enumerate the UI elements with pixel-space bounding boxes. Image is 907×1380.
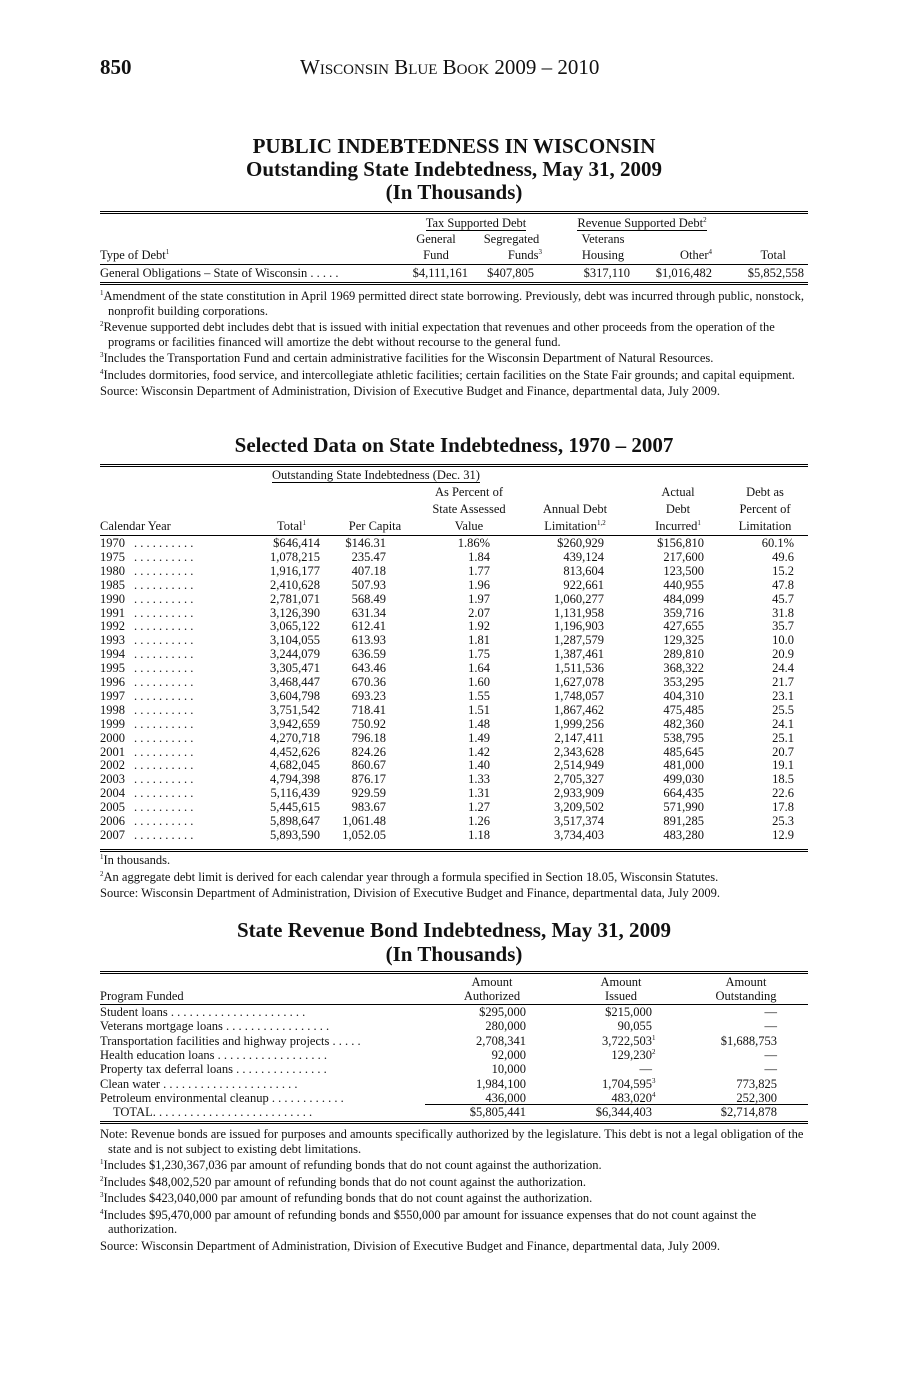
section1-bottom-rule: [100, 282, 808, 285]
section3-units: (In Thousands): [385, 942, 523, 966]
cell-actual: 482,360: [663, 716, 704, 731]
cell-year: 2006: [100, 814, 125, 828]
cell-limit: 922,661: [563, 577, 604, 592]
cell-pct: 1.51: [468, 702, 490, 717]
cell-year: 2002: [100, 758, 125, 773]
cell-debtpct: 25.1: [772, 730, 794, 745]
amount-issued: 90,055: [617, 1019, 652, 1034]
cell-actual: 483,280: [663, 827, 704, 842]
cell-actual: 484,099: [663, 591, 704, 606]
h-other: Other$^4$: [680, 248, 712, 262]
cell-debtpct: 19.1: [772, 758, 794, 773]
cell-percap: $146.31: [345, 536, 386, 550]
amount-authorized: 1,984,100: [476, 1076, 526, 1091]
amount-authorized: 2,708,341: [476, 1033, 526, 1048]
program-label: Transportation facilities and highway projects . . . . .: [100, 1033, 361, 1048]
cell-year: 2007: [100, 827, 125, 842]
source-line: Source: Wisconsin Department of Administration, Division of Executive Budget and Finance, departmental data, July 2009.: [100, 1238, 720, 1253]
cell-limit: 2,514,949: [554, 758, 604, 773]
program-label: Veterans mortgage loans . . . . . . . . . . . . . . . . .: [100, 1019, 330, 1034]
cell-debtpct: 49.6: [772, 549, 794, 564]
amount-authorized: 92,000: [491, 1047, 526, 1062]
cell-debtpct: 24.1: [772, 716, 794, 731]
amount-issued: —: [639, 1062, 652, 1077]
cell-actual: 404,310: [663, 688, 704, 703]
cell-total: 4,682,045: [270, 758, 320, 773]
cell-limit: 1,060,277: [554, 591, 604, 606]
cell-year: 1993: [100, 633, 125, 648]
cell-debtpct: 31.8: [772, 605, 794, 620]
cell-pct: 1.55: [468, 688, 490, 703]
amount-issued: 3,722,503$^1$: [602, 1033, 656, 1048]
row-general-fund: $4,111,161: [412, 266, 468, 280]
cell-limit: 1,511,536: [554, 661, 604, 676]
cell-total: 5,116,439: [270, 786, 320, 801]
cell-actual: 664,435: [663, 786, 704, 801]
cell-actual: 571,990: [663, 800, 704, 815]
h-seg-2: Funds$^3$: [507, 248, 542, 262]
cell-debtpct: 12.9: [772, 827, 794, 842]
group-revenue-supported: Revenue Supported Debt$^2$: [577, 216, 707, 230]
cell-debtpct: 17.8: [772, 800, 794, 815]
cell-pct: 1.33: [468, 772, 490, 787]
cell-total: 3,126,390: [270, 605, 320, 620]
amount-issued: 129,230$^2$: [611, 1047, 656, 1062]
h-out-2: Outstanding: [715, 989, 777, 1003]
cell-percap: 612.41: [351, 619, 386, 634]
cell-actual: 123,500: [663, 563, 704, 578]
h-per-capita: Per Capita: [348, 519, 402, 533]
cell-percap: 750.92: [351, 716, 386, 731]
footnote: $^2$Revenue supported debt includes debt that is issued with initial expectation that revenues and other proceeds from the operation of the programs or facilities financed will amortize the debt without recourse to the general fund.: [100, 320, 775, 349]
amount-issued: 1,704,595$^3$: [602, 1076, 656, 1091]
cell-year: 1975: [100, 549, 125, 564]
h-dp-2: Percent of: [739, 502, 791, 516]
cell-percap: 568.49: [351, 591, 386, 606]
section2-title: Selected Data on State Indebtedness, 1970 – 2007: [234, 433, 674, 457]
total-outstanding: $2,714,878: [720, 1105, 777, 1119]
cell-debtpct: 47.8: [772, 577, 794, 592]
cell-total: 1,078,215: [270, 549, 320, 564]
cell-limit: 2,933,909: [554, 786, 604, 801]
h-vet-1: Veterans: [581, 232, 625, 246]
amount-authorized: 280,000: [485, 1019, 526, 1034]
h-total: Total: [760, 248, 786, 262]
section1-top-rule: [100, 211, 808, 214]
cell-pct: 1.97: [468, 591, 490, 606]
section2-top-rule: [100, 464, 808, 467]
amount-outstanding: $1,688,753: [720, 1033, 777, 1048]
leader-dots: . . . . . . . . . .: [134, 827, 194, 842]
leader-dots: . . . . . . . . . .: [134, 730, 194, 745]
cell-year: 1999: [100, 716, 125, 731]
cell-total: 3,604,798: [270, 688, 320, 703]
total-authorized: $5,805,441: [469, 1105, 526, 1119]
cell-pct: 1.26: [468, 814, 490, 828]
cell-limit: 1,196,903: [554, 619, 604, 634]
leader-dots: . . . . . . . . . .: [134, 563, 194, 578]
footnote: $^4$Includes $95,470,000 par amount of refunding bonds and $550,000 par amount for issuance expenses that do not count against the authorization.: [100, 1207, 757, 1236]
section3-title: State Revenue Bond Indebtedness, May 31, 2009: [236, 918, 672, 942]
h-issued-1: Amount: [600, 975, 642, 989]
cell-limit: 1,748,057: [554, 688, 604, 703]
h-total-outstanding: Total$^1$: [276, 519, 306, 533]
program-label: Property tax deferral loans . . . . . . . . . . . . . . .: [100, 1062, 327, 1077]
section3-bottom-rule: [100, 1121, 808, 1124]
cell-year: 2001: [100, 744, 125, 759]
footnote: $^4$Includes dormitories, food service, and intercollegiate athletic facilities; certain facilities on the State Fair grounds; and capital equipment.: [100, 367, 795, 382]
program-label: Petroleum environmental cleanup . . . . . . . . . . . .: [100, 1090, 344, 1105]
section1-subtitle: Outstanding State Indebtedness, May 31, 2009: [246, 157, 662, 181]
source-line: Source: Wisconsin Department of Administration, Division of Executive Budget and Finance, departmental data, July 2009.: [100, 384, 720, 398]
cell-pct: 1.18: [468, 827, 490, 842]
running-head: Wisconsin Blue Book 2009 – 2010: [300, 55, 600, 79]
cell-total: 5,893,590: [270, 827, 320, 842]
leader-dots: . . . . . . . . . .: [134, 688, 194, 703]
cell-total: 4,452,626: [270, 744, 320, 759]
cell-limit: 3,517,374: [554, 814, 604, 828]
group-tax-supported: Tax Supported Debt: [425, 216, 527, 230]
cell-total: 5,898,647: [270, 814, 320, 828]
section2-bottom-rule: [100, 849, 808, 852]
section3-notes: [100, 1127, 808, 1255]
cell-actual: 289,810: [663, 647, 704, 662]
cell-percap: 796.18: [351, 730, 386, 745]
cell-limit: $260,929: [557, 536, 604, 550]
cell-percap: 876.17: [351, 772, 386, 787]
cell-percap: 235.47: [351, 549, 386, 564]
section3-top-rule: [100, 971, 808, 974]
cell-year: 2005: [100, 800, 125, 815]
footnote: $^3$Includes $423,040,000 par amount of refunding bonds that do not count against the authorization.: [100, 1191, 593, 1205]
cell-debtpct: 20.9: [772, 647, 794, 662]
cell-year: 2003: [100, 772, 125, 787]
cell-total: 3,942,659: [270, 716, 320, 731]
cell-pct: 1.42: [468, 744, 490, 759]
leader-dots: . . . . . . . . . .: [134, 633, 194, 648]
footnote: $^3$Includes the Transportation Fund and certain administrative facilities for the Wisconsin Department of Natural Resources.: [100, 351, 714, 365]
cell-limit: 1,627,078: [554, 675, 604, 689]
cell-year: 1995: [100, 661, 125, 676]
amount-outstanding: —: [764, 1005, 777, 1019]
amount-outstanding: 773,825: [736, 1076, 777, 1091]
cell-actual: 481,000: [663, 758, 704, 773]
cell-pct: 1.64: [468, 661, 490, 676]
section1-notes: [100, 289, 808, 401]
h-issued-2: Issued: [605, 989, 637, 1003]
leader-dots: . . . . . . . . . .: [134, 647, 194, 662]
amount-outstanding: —: [764, 1047, 777, 1062]
note-line: Note: Revenue bonds are issued for purposes and amounts specifically authorized by the legislature. This debt is not a legal obligation of the state and is not subject to existing debt limitations.: [100, 1127, 804, 1156]
amount-issued: $215,000: [605, 1005, 652, 1019]
row-other: $1,016,482: [655, 266, 712, 280]
h-pct-1: As Percent of: [434, 485, 504, 499]
cell-actual: 485,645: [663, 744, 704, 759]
cell-percap: 929.59: [351, 786, 386, 801]
cell-debtpct: 21.7: [772, 675, 794, 689]
total-issued: $6,344,403: [595, 1105, 652, 1119]
program-label: Student loans . . . . . . . . . . . . . . . . . . . . . .: [100, 1005, 306, 1019]
cell-limit: 813,604: [563, 563, 604, 578]
cell-total: 4,270,718: [270, 730, 320, 745]
row-total: $5,852,558: [747, 266, 804, 280]
cell-limit: 1,131,958: [554, 605, 604, 620]
h-pct-2: State Assessed: [432, 502, 506, 516]
cell-year: 1992: [100, 619, 125, 634]
h-pct-3: Value: [454, 519, 484, 533]
h-dp-3: Limitation: [738, 519, 792, 533]
cell-pct: 1.81: [468, 633, 490, 648]
h-act-2: Debt: [665, 502, 691, 516]
cell-debtpct: 22.6: [772, 786, 794, 801]
h-type-of-debt: Type of Debt$^1$: [100, 248, 170, 262]
source-line: Source: Wisconsin Department of Administration, Division of Executive Budget and Finance, departmental data, July 2009.: [100, 886, 720, 900]
cell-percap: 1,052.05: [342, 827, 386, 842]
cell-percap: 860.67: [351, 758, 386, 773]
cell-percap: 631.34: [351, 605, 386, 620]
h-lim-1: Annual Debt: [542, 502, 608, 516]
cell-percap: 824.26: [351, 744, 386, 759]
leader-dots: . . . . . . . . . .: [134, 549, 194, 564]
cell-year: 1994: [100, 647, 125, 662]
total-label: TOTAL. . . . . . . . . . . . . . . . . . . . . . . . . .: [113, 1105, 313, 1119]
cell-debtpct: 35.7: [772, 619, 794, 634]
cell-actual: 475,485: [663, 702, 704, 717]
cell-actual: 353,295: [663, 675, 704, 689]
cell-total: 3,065,122: [270, 619, 320, 634]
amount-authorized: 10,000: [491, 1062, 526, 1077]
cell-year: 1990: [100, 591, 125, 606]
cell-debtpct: 60.1%: [761, 536, 794, 550]
cell-limit: 3,209,502: [554, 800, 604, 815]
section1-title: PUBLIC INDEBTEDNESS IN WISCONSIN: [252, 134, 656, 158]
row-general-obligations-label: General Obligations – State of Wisconsin . . . . .: [100, 266, 339, 280]
leader-dots: . . . . . . . . . .: [134, 536, 194, 550]
h-auth-2: Authorized: [463, 989, 521, 1003]
program-label: Clean water . . . . . . . . . . . . . . . . . . . . . .: [100, 1076, 298, 1091]
cell-actual: 217,600: [663, 549, 704, 564]
cell-percap: 670.36: [351, 675, 386, 689]
leader-dots: . . . . . . . . . .: [134, 605, 194, 620]
cell-limit: 1,387,461: [554, 647, 604, 662]
amount-outstanding: —: [764, 1062, 777, 1077]
cell-year: 2004: [100, 786, 125, 801]
cell-debtpct: 15.2: [772, 563, 794, 578]
cell-percap: 507.93: [351, 577, 386, 592]
h-auth-1: Amount: [471, 975, 513, 989]
cell-percap: 407.18: [351, 563, 386, 578]
section2-notes: [100, 853, 808, 903]
cell-limit: 439,124: [563, 549, 604, 564]
cell-total: 2,410,628: [270, 577, 320, 592]
cell-total: 3,244,079: [270, 647, 320, 662]
leader-dots: . . . . . . . . . .: [134, 744, 194, 759]
cell-pct: 1.75: [468, 647, 490, 662]
leader-dots: . . . . . . . . . .: [134, 702, 194, 717]
cell-pct: 1.77: [468, 563, 490, 578]
leader-dots: . . . . . . . . . .: [134, 800, 194, 815]
cell-debtpct: 10.0: [772, 633, 794, 648]
cell-pct: 1.48: [468, 716, 490, 731]
h-general-1: General: [416, 232, 456, 246]
cell-actual: 368,322: [663, 661, 704, 676]
cell-percap: 636.59: [351, 647, 386, 662]
cell-pct: 1.31: [468, 786, 490, 801]
cell-actual: 499,030: [663, 772, 704, 787]
cell-year: 1985: [100, 577, 125, 592]
page-number: 850: [100, 55, 132, 79]
leader-dots: . . . . . . . . . .: [134, 772, 194, 787]
cell-debtpct: 25.3: [772, 814, 794, 828]
cell-year: 1996: [100, 675, 125, 689]
cell-total: 3,104,055: [270, 633, 320, 648]
row-veterans: $317,110: [583, 266, 630, 280]
cell-percap: 718.41: [351, 702, 386, 717]
cell-limit: 2,343,628: [554, 744, 604, 759]
cell-year: 1980: [100, 563, 125, 578]
cell-limit: 1,287,579: [554, 633, 604, 648]
cell-total: 3,468,447: [270, 675, 320, 689]
h-vet-2: Housing: [581, 248, 625, 262]
cell-debtpct: 25.5: [772, 702, 794, 717]
cell-percap: 613.93: [351, 633, 386, 648]
leader-dots: . . . . . . . . . .: [134, 758, 194, 773]
cell-actual: 891,285: [663, 814, 704, 828]
cell-year: 1997: [100, 688, 125, 703]
cell-total: $646,414: [273, 536, 320, 550]
cell-debtpct: 18.5: [772, 772, 794, 787]
leader-dots: . . . . . . . . . .: [134, 814, 194, 828]
cell-total: 1,916,177: [270, 563, 320, 578]
cell-percap: 643.46: [351, 661, 386, 676]
footnote: $^2$Includes $48,002,520 par amount of refunding bonds that do not count against the authorization.: [100, 1174, 587, 1189]
cell-pct: 1.86%: [457, 536, 490, 550]
footnote: $^1$In thousands.: [100, 853, 171, 867]
cell-debtpct: 20.7: [772, 744, 794, 759]
cell-percap: 1,061.48: [342, 814, 386, 828]
cell-actual: 538,795: [663, 730, 704, 745]
cell-pct: 2.07: [468, 605, 490, 620]
cell-year: 1970: [100, 536, 125, 550]
h-program-funded: Program Funded: [100, 989, 184, 1003]
h-dp-1: Debt as: [746, 485, 784, 499]
cell-debtpct: 45.7: [772, 591, 794, 606]
cell-actual: $156,810: [657, 536, 704, 550]
row-segregated: $407,805: [487, 266, 534, 280]
amount-issued: 483,020$^4$: [611, 1090, 656, 1105]
cell-debtpct: 23.1: [772, 688, 794, 703]
cell-total: 4,794,398: [270, 772, 320, 787]
program-label: Health education loans . . . . . . . . . . . . . . . . . .: [100, 1047, 328, 1062]
cell-actual: 129,325: [663, 633, 704, 648]
leader-dots: . . . . . . . . . .: [134, 619, 194, 634]
amount-outstanding: —: [764, 1019, 777, 1034]
cell-limit: 1,999,256: [554, 716, 604, 731]
amount-authorized: 436,000: [485, 1090, 526, 1105]
h-out-1: Amount: [725, 975, 767, 989]
cell-pct: 1.96: [468, 577, 490, 592]
footnote: $^2$An aggregate debt limit is derived for each calendar year through a formula specified in Section 18.05, Wisconsin Statutes.: [100, 869, 719, 884]
leader-dots: . . . . . . . . . .: [134, 786, 194, 801]
cell-percap: 983.67: [351, 800, 386, 815]
leader-dots: . . . . . . . . . .: [134, 661, 194, 676]
cell-actual: 440,955: [663, 577, 704, 592]
footnote: $^1$Includes $1,230,367,036 par amount of refunding bonds that do not count against the authorization.: [100, 1158, 602, 1172]
h-lim-2: Limitation$^{1,2}$: [544, 519, 606, 533]
cell-actual: 359,716: [663, 605, 704, 620]
cell-pct: 1.92: [468, 619, 490, 634]
h-general-2: Fund: [423, 248, 449, 262]
amount-authorized: $295,000: [479, 1005, 526, 1019]
cell-pct: 1.84: [468, 549, 490, 564]
section1-header-rule: [100, 264, 808, 265]
cell-total: 5,445,615: [270, 800, 320, 815]
cell-total: 2,781,071: [270, 591, 320, 606]
cell-pct: 1.49: [468, 730, 490, 745]
cell-debtpct: 24.4: [772, 661, 794, 676]
cell-pct: 1.60: [468, 675, 490, 689]
cell-year: 1991: [100, 605, 125, 620]
leader-dots: . . . . . . . . . .: [134, 716, 194, 731]
h-act-1: Actual: [661, 485, 695, 499]
group-outstanding: Outstanding State Indebtedness (Dec. 31): [272, 468, 480, 482]
cell-total: 3,305,471: [270, 661, 320, 676]
leader-dots: . . . . . . . . . .: [134, 577, 194, 592]
cell-total: 3,751,542: [270, 702, 320, 717]
cell-limit: 1,867,462: [554, 702, 604, 717]
leader-dots: . . . . . . . . . .: [134, 591, 194, 606]
amount-outstanding: 252,300: [736, 1090, 777, 1105]
cell-limit: 2,147,411: [554, 730, 604, 745]
leader-dots: . . . . . . . . . .: [134, 675, 194, 689]
section1-units: (In Thousands): [385, 180, 523, 204]
cell-actual: 427,655: [663, 619, 704, 634]
cell-limit: 3,734,403: [554, 827, 604, 842]
cell-year: 2000: [100, 730, 125, 745]
cell-limit: 2,705,327: [554, 772, 604, 787]
cell-pct: 1.27: [468, 800, 490, 815]
cell-pct: 1.40: [468, 758, 490, 773]
cell-percap: 693.23: [351, 688, 386, 703]
footnote: $^1$Amendment of the state constitution in April 1969 permitted direct state borrowing. Previously, debt was incurred through public, nonstock, nonprofit building corporations.: [100, 289, 804, 318]
h-act-3: Incurred$^1$: [655, 519, 701, 533]
cell-year: 1998: [100, 702, 125, 717]
h-calendar-year: Calendar Year: [100, 519, 171, 533]
h-seg-1: Segregated: [483, 232, 540, 246]
